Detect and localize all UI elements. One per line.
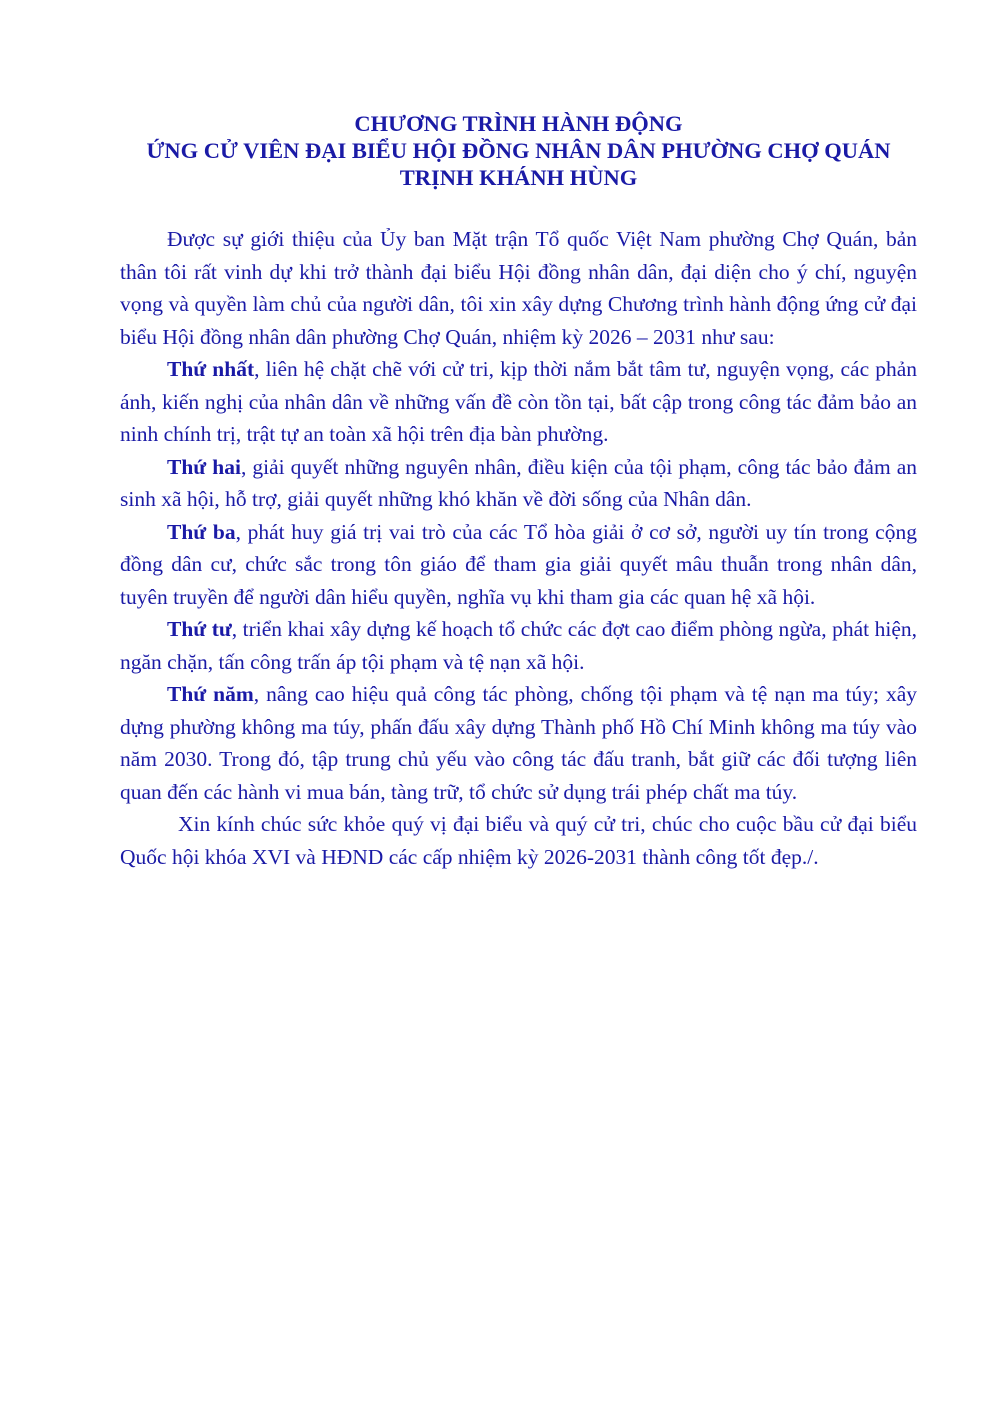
document-page	[120, 110, 917, 873]
item-paragraph-1	[120, 353, 917, 451]
title-line-2: ỨNG CỬ VIÊN ĐẠI BIỂU HỘI ĐỒNG NHÂN DÂN PHƯỜNG CHỢ QUÁN	[146, 138, 891, 163]
item-lead-1: Thứ nhất	[167, 357, 255, 381]
title-line-1: CHƯƠNG TRÌNH HÀNH ĐỘNG	[354, 111, 683, 136]
item-text-4: , triển khai xây dựng kế hoạch tổ chức các đợt cao điểm phòng ngừa, phát hiện, ngăn chặn, tấn công trấn áp tội phạm và tệ nạn xã hội.	[120, 617, 917, 674]
item-text-5: , nâng cao hiệu quả công tác phòng, chống tội phạm và tệ nạn ma túy; xây dựng phường không ma túy, phấn đấu xây dựng Thành phố Hồ Chí Minh không ma túy vào năm 2030. Trong đó, tập trung chủ yếu vào công tác đấu tranh, bắt giữ các đối tượng liên quan đến các hành vi mua bán, tàng trữ, tổ chức sử dụng trái phép chất ma túy.	[120, 682, 917, 804]
intro-paragraph: Được sự giới thiệu của Ủy ban Mặt trận Tổ quốc Việt Nam phường Chợ Quán, bản thân tôi rất vinh dự khi trở thành đại biểu Hội đồng nhân dân, đại diện cho ý chí, nguyện vọng và quyền làm chủ của người dân, tôi xin xây dựng Chương trình hành động ứng cử đại biểu Hội đồng nhân dân phường Chợ Quán, nhiệm kỳ 2026 – 2031 như sau:	[120, 227, 917, 349]
item-paragraph-3	[120, 516, 917, 614]
item-paragraph-4	[120, 613, 917, 678]
item-text-2: , giải quyết những nguyên nhân, điều kiện của tội phạm, công tác bảo đảm an sinh xã hội, hỗ trợ, giải quyết những khó khăn về đời sống của Nhân dân.	[120, 454, 917, 511]
item-paragraph-5	[120, 678, 917, 808]
title-line-3: TRỊNH KHÁNH HÙNG	[399, 165, 638, 190]
document-title	[100, 110, 937, 191]
item-text-3: , phát huy giá trị vai trò của các Tổ hòa giải ở cơ sở, người uy tín trong cộng đồng dân cư, chức sắc trong tôn giáo để tham gia giải quyết mâu thuẫn trong nhân dân, tuyên truyền để người dân hiểu quyền, nghĩa vụ khi tham gia các quan hệ xã hội.	[120, 519, 917, 609]
item-lead-5: Thứ năm	[167, 682, 254, 706]
item-paragraph-2	[120, 451, 917, 516]
document-body	[120, 223, 917, 873]
item-lead-4: Thứ tư	[167, 617, 232, 641]
item-text-1: , liên hệ chặt chẽ với cử tri, kịp thời nắm bắt tâm tư, nguyện vọng, các phản ánh, kiến nghị của nhân dân về những vấn đề còn tồn tại, bất cập trong công tác đảm bảo an ninh chính trị, trật tự an toàn xã hội trên địa bàn phường.	[120, 357, 917, 446]
item-lead-3: Thứ ba	[167, 519, 236, 544]
item-lead-2: Thứ hai	[167, 454, 241, 479]
closing-paragraph: Xin kính chúc sức khỏe quý vị đại biểu và quý cử tri, chúc cho cuộc bầu cử đại biểu Quốc hội khóa XVI và HĐND các cấp nhiệm kỳ 2026-2031 thành công tốt đẹp./.	[120, 812, 917, 869]
